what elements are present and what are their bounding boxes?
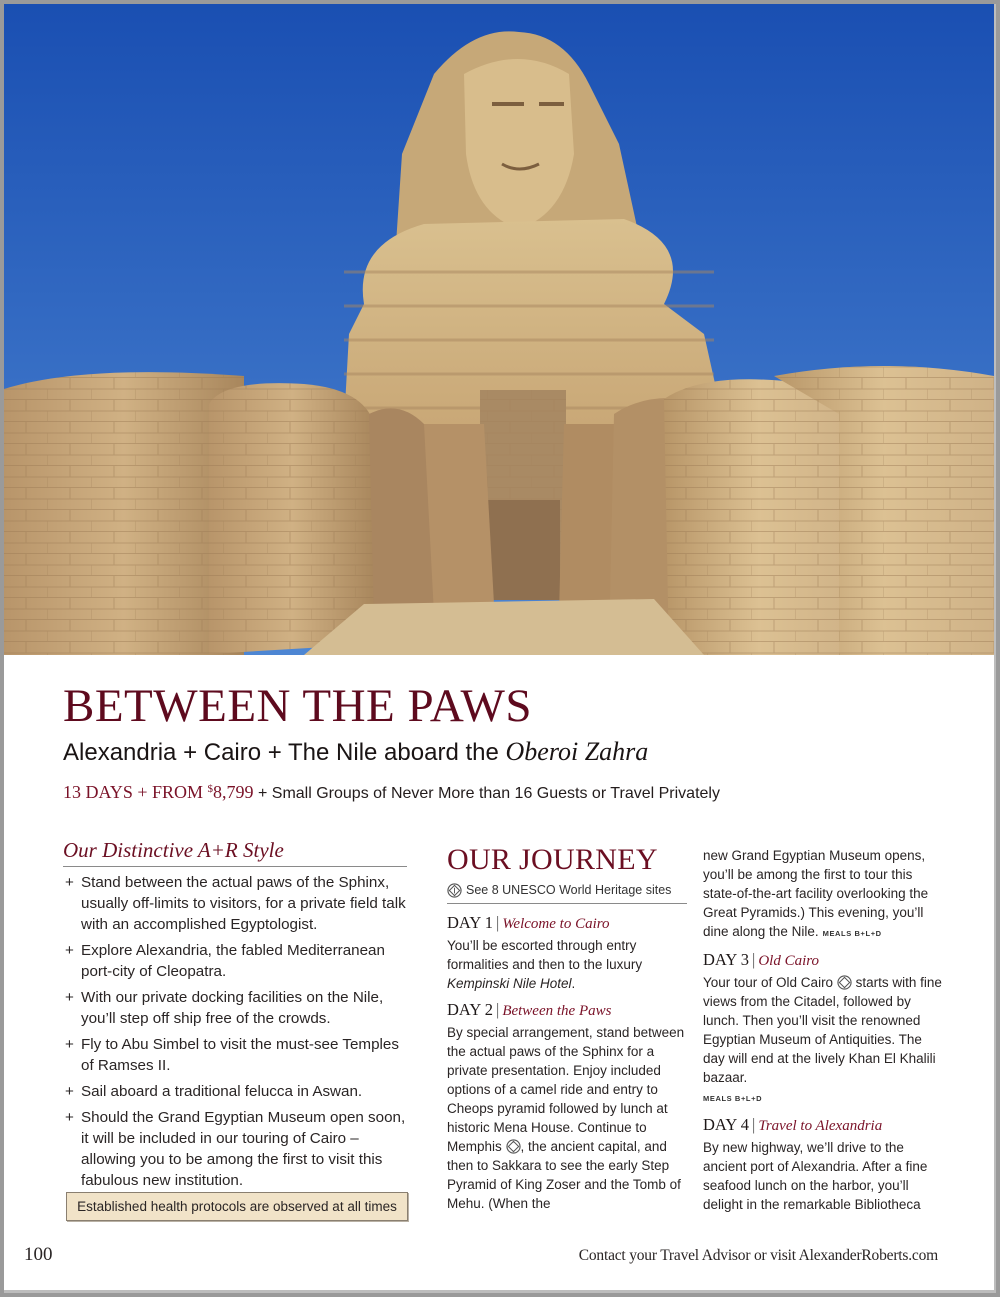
highlight-item: + With our private docking facilities on the Nile, you’ll step off ship free of the crowds.	[65, 989, 384, 1027]
unesco-sites-text: See 8 UNESCO World Heritage sites	[466, 883, 672, 897]
plus-bullet-icon: +	[65, 1109, 74, 1126]
highlight-item: + Explore Alexandria, the fabled Mediterranean port-city of Cleopatra.	[65, 942, 385, 980]
unesco-sites-line	[447, 880, 687, 904]
subtitle-destinations: Alexandria + Cairo + The Nile aboard the	[63, 739, 506, 766]
meals-included: MEALS B+L+D	[703, 1094, 763, 1103]
day-2-description-continued: new Grand Egyptian Museum opens, you’ll be among the first to tour this state-of-the-art facility overlooking the Great Pyramids.) This evening, you’ll dine along the Nile. MEALS B+L+D	[703, 848, 929, 939]
day-1-description: You’ll be escorted through entry formalities and then to the luxury Kempinski Nile Hotel.	[447, 938, 643, 991]
plus-bullet-icon: +	[65, 1036, 74, 1053]
plus-bullet-icon: +	[65, 1083, 74, 1100]
ship-name: Oberoi Zahra	[505, 737, 649, 766]
day-4-heading: DAY 4 | Travel to Alexandria	[703, 1115, 883, 1134]
hero-photo-sphinx	[4, 4, 994, 655]
brochure-page	[4, 4, 996, 1293]
journey-heading: OUR JOURNEY	[447, 843, 658, 876]
tour-subtitle	[63, 737, 648, 768]
price-label: FROM	[152, 782, 208, 802]
day-3-heading: DAY 3 | Old Cairo	[703, 950, 820, 969]
unesco-world-heritage-icon	[506, 1139, 521, 1154]
health-protocols-notice: Established health protocols are observed at all times	[66, 1192, 408, 1221]
meals-included: MEALS B+L+D	[822, 929, 882, 938]
plus-bullet-icon: +	[65, 989, 74, 1006]
day-2-description: By special arrangement, stand between the actual paws of the Sphinx for a private presentation. Enjoy included options of a camel ride and entry to Cheops pyramid followed by lunch at historic Mena House. Continue to Memphis , the ancient capital, and then to Sakkara to see the early Step Pyramid of King Zoser and the Tomb of Mehu. (When the	[447, 1025, 685, 1211]
plus-bullet-icon: +	[65, 942, 74, 959]
highlight-item: + Stand between the actual paws of the Sphinx, usually off-limits to visitors, for a private field talk with an accomplished Egyptologist.	[65, 874, 406, 933]
day-name: Between the Paws	[502, 1003, 612, 1019]
tour-price: 8,799	[213, 782, 254, 802]
style-highlights-list	[63, 872, 413, 1196]
itinerary-column-right	[703, 846, 945, 1214]
highlight-item: + Fly to Abu Simbel to visit the must-see Temples of Ramses II.	[65, 1036, 399, 1074]
unesco-world-heritage-icon	[447, 883, 462, 898]
day-2-heading: DAY 2 | Between the Paws	[447, 1000, 612, 1019]
tour-tagline: 13 DAYS + FROM $8,799 + Small Groups of Never More than 16 Guests or Travel Privately	[63, 782, 720, 802]
day-label: DAY 1	[447, 913, 493, 932]
day-label: DAY 3	[703, 950, 749, 969]
itinerary-column-middle	[447, 912, 689, 1213]
day-3-description: Your tour of Old Cairo starts with fine views from the Citadel, followed by lunch. Then you’ll visit the renowned Egyptian Museum of Antiquities. The day will end at the lively Khan El Khalili bazaar. MEALS B+L+D	[703, 975, 942, 1103]
day-name: Welcome to Cairo	[502, 916, 610, 932]
day-label: DAY 2	[447, 1000, 493, 1019]
group-size-text: Small Groups of Never More than 16 Guests or Travel Privately	[271, 785, 720, 802]
plus-bullet-icon: +	[65, 874, 74, 891]
day-4-description: By new highway, we’ll drive to the ancient port of Alexandria. After a fine seafood lunch on the harbor, you’ll delight in the remarkable Bibliotheca	[703, 1140, 928, 1212]
sphinx-illustration	[4, 4, 994, 655]
tour-duration: 13 DAYS	[63, 782, 133, 802]
unesco-world-heritage-icon	[837, 975, 852, 990]
highlight-item: + Sail aboard a traditional felucca in Aswan.	[65, 1083, 363, 1100]
day-name: Travel to Alexandria	[758, 1118, 883, 1134]
day-label: DAY 4	[703, 1115, 749, 1134]
currency-symbol: $	[207, 783, 214, 795]
hotel-name: Kempinski Nile Hotel	[447, 976, 572, 991]
tour-title: BETWEEN THE PAWS	[63, 680, 533, 732]
page-number: 100	[24, 1244, 53, 1265]
day-1-heading: DAY 1 | Welcome to Cairo	[447, 913, 610, 932]
day-name: Old Cairo	[758, 953, 820, 969]
contact-line: Contact your Travel Advisor or visit AlexanderRoberts.com	[578, 1247, 938, 1264]
style-section-heading: Our Distinctive A+R Style	[63, 836, 407, 867]
highlight-item: + Should the Grand Egyptian Museum open soon, it will be included in our touring of Cairo – allowing you to be among the first to visit this fabulous new institution.	[65, 1109, 406, 1189]
